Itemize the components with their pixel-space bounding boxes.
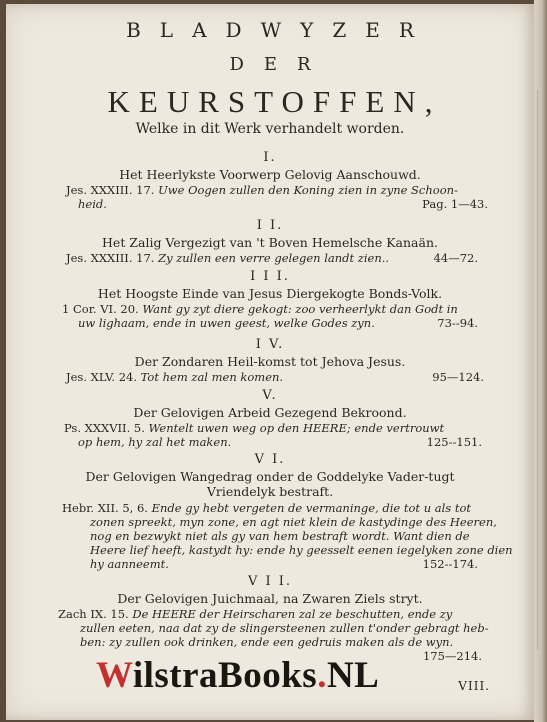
page-edge <box>534 0 547 722</box>
section-line: uw lighaam, ende in uwen geest, welke Godes zyn. 73--94. <box>78 316 478 330</box>
section-line: op hem, hy zal het maken. 125--151. <box>78 435 482 449</box>
section-5 <box>6 388 534 449</box>
section-1 <box>6 150 534 211</box>
section-4 <box>6 337 534 384</box>
section-number: I I I. <box>250 269 290 284</box>
section-line: zullen eeten, naa dat zy de slingersteenen zullen t'onder gebragt heb- <box>80 621 489 635</box>
section-heading: Der Gelovigen Arbeid Gezegend Bekroond. <box>133 405 407 420</box>
section-line: Jes. XLV. 24. Tot hem zal men komen. 95—124. <box>66 370 484 384</box>
section-line: 1 Cor. VI. 20. Want gy zyt diere gekogt: zoo verheerlykt dan Godt in <box>62 302 458 316</box>
section-number: V. <box>262 388 278 403</box>
page-reference: 152--174. <box>422 557 478 571</box>
section-number: I. <box>263 150 277 165</box>
page-reference: 44—72. <box>433 251 478 265</box>
section-heading: Der Gelovigen Juichmaal, na Zwaren Ziels stryt. <box>117 591 423 606</box>
section-heading: Vriendelyk bestraft. <box>206 484 334 499</box>
title-subtitle: Welke in dit Werk verhandelt worden. <box>135 121 405 137</box>
section-line: Hebr. XII. 5, 6. Ende gy hebt vergeten de vermaninge, die tot u als tot <box>62 501 472 515</box>
section-line: Jes. XXXIII. 17. Zy zullen een verre gelegen landt zien.. 44—72. <box>66 251 478 265</box>
section-6 <box>6 452 534 571</box>
title-line-3: KEURSTOFFEN, <box>107 84 442 119</box>
section-2 <box>6 218 534 265</box>
page-reference: 125--151. <box>426 435 482 449</box>
page-reference: Pag. 1—43. <box>422 197 488 211</box>
section-number: V I I. <box>247 574 293 589</box>
section-number: I V. <box>255 337 285 352</box>
section-heading: Der Gelovigen Wangedrag onder de Goddelyke Vader-tugt <box>85 469 455 484</box>
section-line: ben: zy zullen ook drinken, ende een gedruis maken als de wyn. <box>80 635 454 649</box>
section-line: zonen spreekt, myn zone, en agt niet klein de kastydinge des Heeren, <box>90 515 497 529</box>
section-line: Jes. XXXIII. 17. Uwe Oogen zullen den Koning zien in zyne Schoon- <box>66 183 458 197</box>
section-line: nog en bezwykt niet als gy van hem bestraft wordt. Want dien de <box>90 529 470 543</box>
watermark-logo: WilstraBooks.NL <box>96 655 380 696</box>
section-heading: Het Zalig Vergezigt van 't Boven Hemelsche Kanaän. <box>102 235 438 250</box>
section-line: hy aanneemt. 152--174. <box>90 557 478 571</box>
page-reference: 73--94. <box>437 316 478 330</box>
section-heading: Het Hoogste Einde van Jesus Diergekogte Bonds-Volk. <box>97 286 443 301</box>
section-7 <box>6 574 534 663</box>
section-line: heid. Pag. 1—43. <box>78 197 488 211</box>
section-number: V I. <box>254 452 286 467</box>
page-reference: 175—214. <box>422 649 482 663</box>
page-reference: 95—124. <box>432 370 484 384</box>
title-line-1: BLADWYZER <box>126 18 433 42</box>
section-number: I I. <box>256 218 284 233</box>
title-line-2: DER <box>229 54 331 75</box>
page-edge-line <box>537 90 538 650</box>
section-heading: Der Zondaren Heil-komst tot Jehova Jesus. <box>134 354 406 369</box>
section-line: Zach IX. 15. De HEERE der Heirscharen zal ze beschutten, ende zy <box>58 607 453 621</box>
section-line: Heere lief heeft, kastydt hy: ende hy geesselt eenen iegelyken zone dien <box>90 543 513 557</box>
section-line: Ps. XXXVII. 5. Wentelt uwen weg op den HEERE; ende vertrouwt <box>64 421 445 435</box>
book-page <box>6 4 534 720</box>
section-3 <box>6 269 534 330</box>
section-heading: Het Heerlykste Voorwerp Gelovig Aanschouwd. <box>119 167 421 182</box>
catchword: VIII. <box>458 679 490 693</box>
